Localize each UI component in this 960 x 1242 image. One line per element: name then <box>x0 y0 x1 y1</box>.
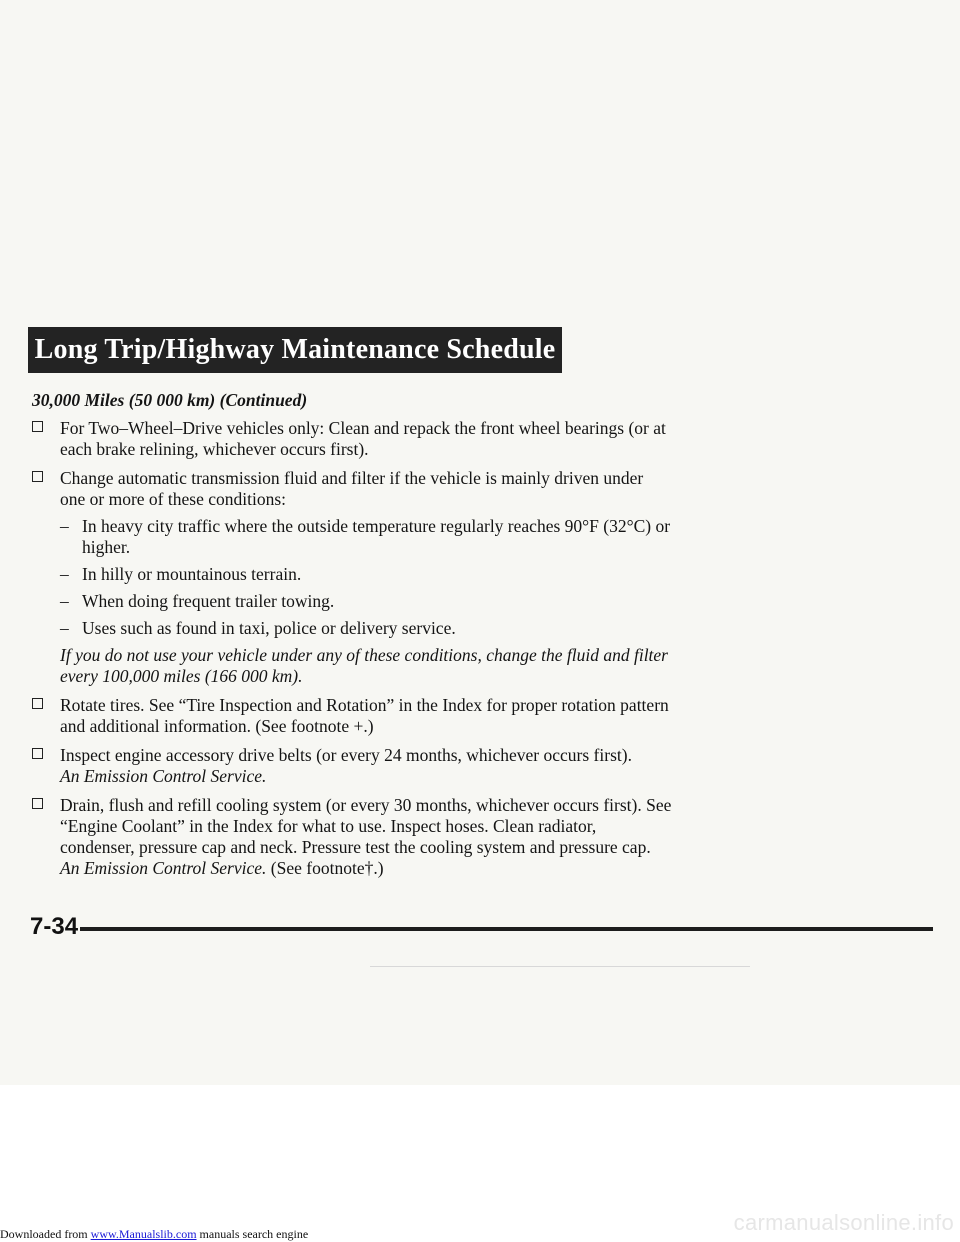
download-suffix: manuals search engine <box>196 1227 309 1241</box>
fluid-note: If you do not use your vehicle under any of these conditions, change the fluid and filter every 100,000 miles (166 000 km). <box>60 645 668 686</box>
item-text: Inspect engine accessory drive belts (or every 24 months, whichever occurs first). <box>60 745 632 765</box>
watermark: carmanualsonline.info <box>733 1210 954 1235</box>
section-heading: 30,000 Miles (50 000 km) (Continued) <box>32 390 308 410</box>
dash-icon: – <box>60 564 69 584</box>
condition-text: In hilly or mountainous terrain. <box>82 564 302 584</box>
checkbox-icon[interactable] <box>32 471 43 482</box>
condition-item <box>60 591 672 612</box>
condition-text: When doing frequent trailer towing. <box>82 591 335 611</box>
condition-text: In heavy city traffic where the outside temperature regularly reaches 90°F (32°C) or higher. <box>82 516 671 557</box>
condition-text: Uses such as found in taxi, police or delivery service. <box>82 618 456 638</box>
footnote-reference: (See footnote†.) <box>266 858 384 878</box>
checklist-item <box>32 795 672 879</box>
download-footer <box>0 1227 308 1241</box>
checklist-item <box>32 745 672 787</box>
schedule-content <box>32 390 672 887</box>
checkbox-icon[interactable] <box>32 698 43 709</box>
condition-item <box>60 516 672 558</box>
scan-artifact-line <box>370 966 750 967</box>
condition-item <box>60 564 672 585</box>
item-text: For Two–Wheel–Drive vehicles only: Clean and repack the front wheel bearings (or at each brake relining, whichever occurs first). <box>60 418 666 459</box>
item-text: Change automatic transmission fluid and filter if the vehicle is mainly driven under one or more of these conditions: <box>60 468 644 509</box>
manualslib-link[interactable]: www.Manualslib.com <box>90 1227 197 1241</box>
dash-icon: – <box>60 618 69 638</box>
checklist-item <box>32 418 672 460</box>
condition-item <box>60 618 672 639</box>
item-text: Drain, flush and refill cooling system (or every 30 months, whichever occurs first). See “Engine Coolant” in the Index for what to use. Inspect hoses. Clean radiator, condenser, pressure cap and neck. Pressure test the cooling system and pressure cap. <box>60 795 672 857</box>
checklist-item <box>32 468 672 687</box>
page-number: 7-34 <box>30 913 79 940</box>
conditions-list <box>60 516 672 639</box>
checkbox-icon[interactable] <box>32 421 43 432</box>
download-prefix: Downloaded from <box>0 1227 91 1241</box>
emission-service-line <box>60 858 672 879</box>
emission-service-label: An Emission Control Service. <box>60 858 267 878</box>
page-title-banner: Long Trip/Highway Maintenance Schedule <box>28 327 562 373</box>
checkbox-icon[interactable] <box>32 748 43 759</box>
dash-icon: – <box>60 591 69 611</box>
dash-icon: – <box>60 516 69 536</box>
checklist-item <box>32 695 672 737</box>
item-text: Rotate tires. See “Tire Inspection and Rotation” in the Index for proper rotation pattern and additional information. (See footnote +.) <box>60 695 669 736</box>
footer-rule <box>80 927 933 931</box>
emission-service-label: An Emission Control Service. <box>60 766 267 786</box>
checkbox-icon[interactable] <box>32 798 43 809</box>
